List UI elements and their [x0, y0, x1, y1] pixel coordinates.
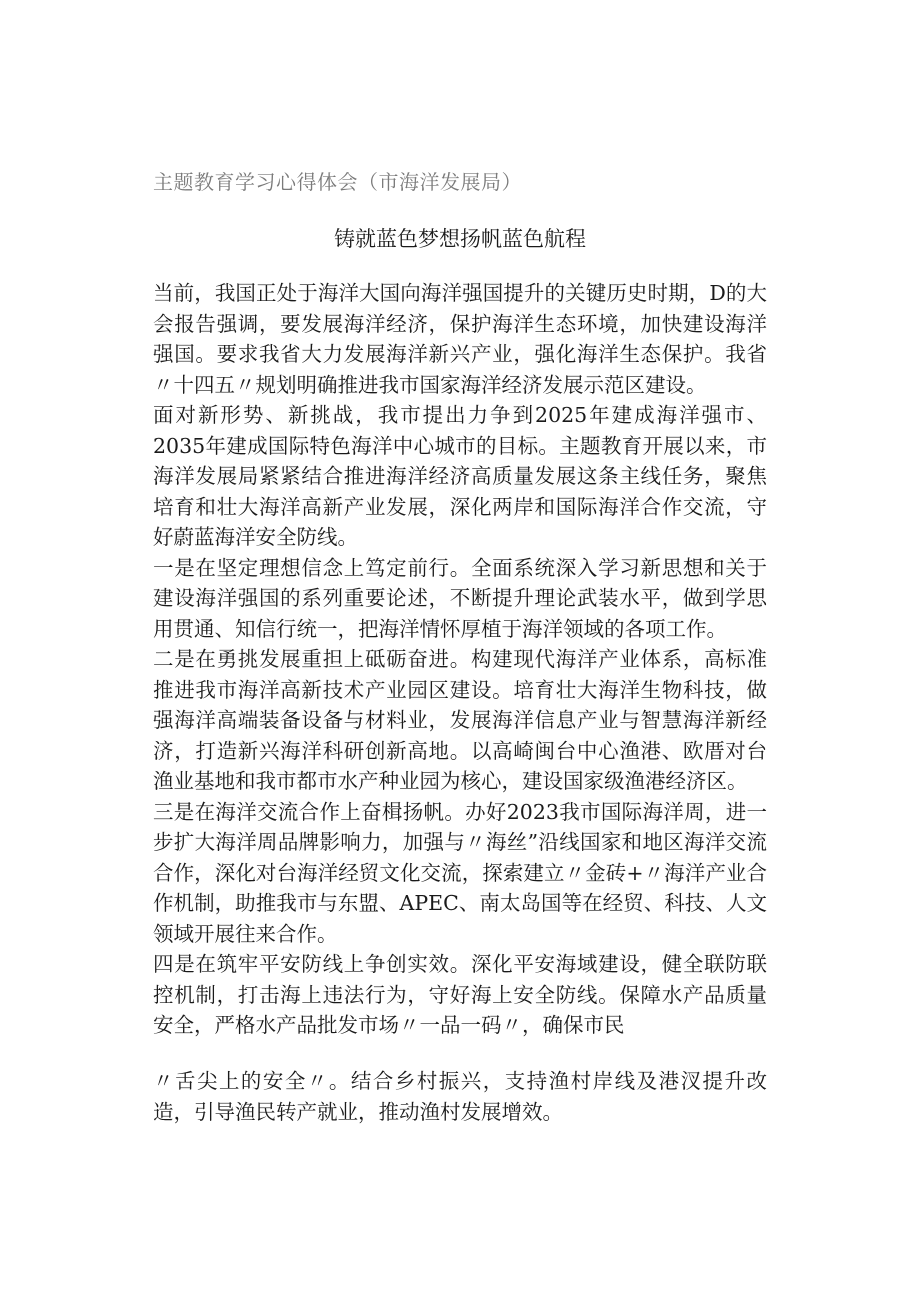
document-body	[153, 278, 767, 1041]
paragraph-continuation: 〃舌尖上的安全〃。结合乡村振兴，支持渔村岸线及港汊提升改造，引导渔民转产就业，推动渔村发展增效。	[153, 1069, 767, 1124]
document-title: 铸就蓝色梦想扬帆蓝色航程	[334, 227, 586, 251]
paragraph-point-one: 一是在坚定理想信念上笃定前行。全面系统深入学习新思想和关于建设海洋强国的系列重要论述，不断提升理论武装水平，做到学思用贯通、知信行统一，把海洋情怀厚植于海洋领域的各项工作。	[153, 555, 767, 641]
document-continuation	[153, 1066, 767, 1127]
paragraph-intro: 当前，我国正处于海洋大国向海洋强国提升的关键历史时期，D的大会报告强调，要发展海洋经济，保护海洋生态环境，加快建设海洋强国。要求我省大力发展海洋新兴产业，强化海洋生态保护。我省〃十四五〃规划明确推进我市国家海洋经济发展示范区建设。	[153, 281, 767, 397]
paragraph-point-two: 二是在勇挑发展重担上砥砺奋进。构建现代海洋产业体系，高标准推进我市海洋高新技术产业园区建设。培育壮大海洋生物科技，做强海洋高端装备设备与材料业，发展海洋信息产业与智慧海洋新经济，打造新兴海洋科研创新高地。以高崎闽台中心渔港、欧厝对台渔业基地和我市都市水产种业园为核心，建设国家级渔港经济区。	[153, 647, 767, 793]
document-header: 主题教育学习心得体会（市海洋发展局）	[153, 170, 522, 194]
paragraph-goals: 面对新形势、新挑战，我市提出力争到2025年建成海洋强市、2035年建成国际特色海洋中心城市的目标。主题教育开展以来，市海洋发展局紧紧结合推进海洋经济高质量发展这条主线任务，聚焦培育和壮大海洋高新产业发展，深化两岸和国际海洋合作交流，守好蔚蓝海洋安全防线。	[153, 403, 767, 549]
paragraph-point-four: 四是在筑牢平安防线上争创实效。深化平安海域建设，健全联防联控机制，打击海上违法行为，守好海上安全防线。保障水产品质量安全，严格水产品批发市场〃一品一码〃，确保市民	[153, 952, 767, 1037]
paragraph-point-three: 三是在海洋交流合作上奋楫扬帆。办好2023我市国际海洋周，进一步扩大海洋周品牌影响力，加强与〃海丝”沿线国家和地区海洋交流合作，深化对台海洋经贸文化交流，探索建立〃金砖+〃海洋产业合作机制，助推我市与东盟、APEC、南太岛国等在经贸、科技、人文领域开展往来合作。	[153, 799, 767, 946]
